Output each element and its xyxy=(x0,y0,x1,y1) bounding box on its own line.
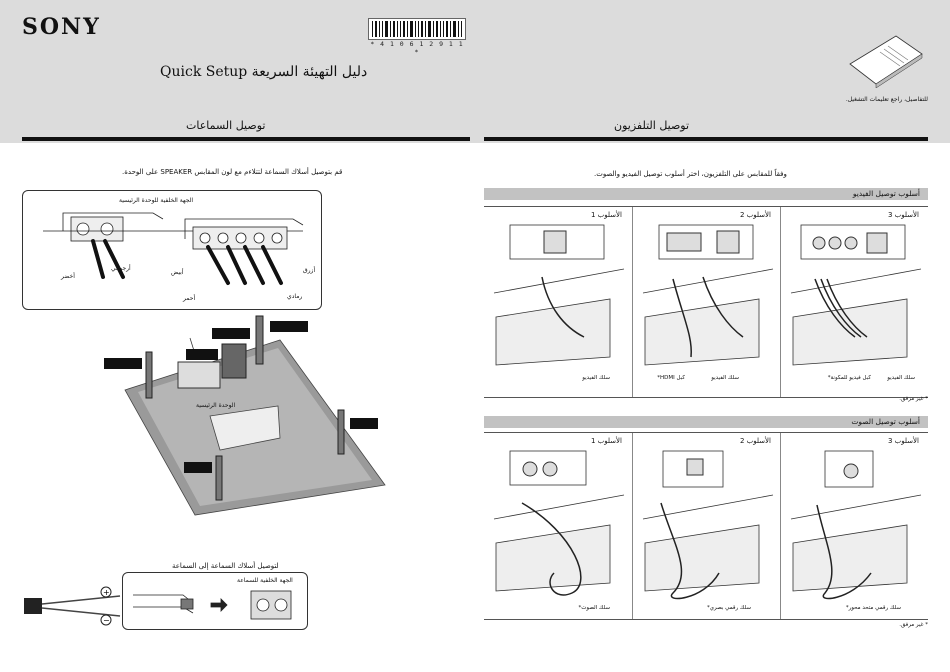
speaker-label-surround-left xyxy=(184,462,212,473)
audio-methods-row xyxy=(484,432,928,620)
audio-method-1-cable-1: سلك الصوت* xyxy=(578,605,610,611)
speaker-label-subwoofer xyxy=(212,328,250,339)
tv-section-title: توصيل التلفزيون xyxy=(614,119,690,132)
audio-method-3-cable-1: سلك رقمي متحد محور* xyxy=(845,605,901,611)
barcode-number: * 4 1 0 6 1 2 9 1 1 * xyxy=(370,40,464,56)
speakers-section-title: توصيل السماعات xyxy=(186,119,266,132)
audio-method-1 xyxy=(484,433,632,619)
tv-section-bar xyxy=(484,137,928,141)
main-unit-label: الوحدة الرئيسية xyxy=(196,402,236,409)
audio-footnote: * غير مرفق. xyxy=(899,622,928,628)
brand-logo: SONY xyxy=(22,14,101,40)
video-method-2-cable-2: كبل HDMI* xyxy=(657,375,685,381)
speaker-jack-callout xyxy=(22,190,322,310)
wire-connect-title: لتوصيل أسلاك السماعة إلى السماعة xyxy=(172,562,279,570)
speakers-section-bar xyxy=(22,137,470,141)
wire-plug-illustration xyxy=(20,584,124,630)
wire-connect-callout xyxy=(122,572,308,630)
wire-purple-label: أرجواني xyxy=(111,265,131,272)
speaker-label-front-left xyxy=(104,358,142,369)
room-layout-illustration xyxy=(100,310,390,520)
video-method-2-label: الأسلوب 2 xyxy=(739,211,771,219)
audio-method-1-diagram xyxy=(484,433,632,619)
svg-text:−: − xyxy=(103,616,110,625)
video-method-3-cable-1: سلك الفيديو xyxy=(887,375,915,381)
video-methods-row xyxy=(484,206,928,398)
speaker-label-front-right xyxy=(270,321,308,332)
speaker-label-surround-right xyxy=(350,418,378,429)
audio-method-3-label: الأسلوب 3 xyxy=(887,437,919,445)
audio-method-2 xyxy=(632,433,781,619)
speaker-rear-caption: الجهة الخلفية للسماعة xyxy=(237,577,293,584)
video-method-1-diagram xyxy=(484,207,632,397)
audio-method-1-label: الأسلوب 1 xyxy=(590,437,622,445)
wire-gray-label: رمادي xyxy=(287,293,303,300)
svg-text:+: + xyxy=(103,588,110,597)
tv-instruction: وفقاً للمقابس على التلفزيون، اختر أسلوب توصيل الفيديو والصوت. xyxy=(594,170,787,178)
speaker-label-center xyxy=(186,349,218,360)
audio-method-2-label: الأسلوب 2 xyxy=(739,437,771,445)
video-method-header: أسلوب توصيل الفيديو xyxy=(484,188,928,200)
barcode-bars xyxy=(369,19,465,39)
audio-method-header: أسلوب توصيل الصوت xyxy=(484,416,928,428)
video-method-2-diagram xyxy=(633,207,781,397)
video-method-3 xyxy=(780,207,929,397)
video-method-1 xyxy=(484,207,632,397)
video-method-2 xyxy=(632,207,781,397)
audio-method-2-cable-1: سلك رقمي بصري* xyxy=(707,605,751,611)
barcode xyxy=(368,18,466,40)
audio-method-3 xyxy=(780,433,929,619)
page-title: دليل التهيئة السريعة Quick Setup xyxy=(160,64,368,80)
wire-blue-label: أزرق xyxy=(303,267,316,274)
video-method-1-label: الأسلوب 1 xyxy=(590,211,622,219)
rear-panel-caption: الجهة الخلفية للوحدة الرئيسية xyxy=(119,197,194,204)
audio-method-3-diagram xyxy=(781,433,929,619)
video-method-1-cable-1: سلك الفيديو xyxy=(582,375,610,381)
header-band xyxy=(0,0,950,143)
manual-booklet-icon xyxy=(848,34,924,88)
speaker-jack-illustration xyxy=(23,191,321,309)
wire-red-label: أحمر xyxy=(183,295,196,302)
audio-method-2-diagram xyxy=(633,433,781,619)
speakers-instruction: قم بتوصيل أسلاك السماعة لتتلاءم مع لون المقابس SPEAKER على الوحدة. xyxy=(122,168,343,176)
video-method-3-diagram xyxy=(781,207,929,397)
wire-insert-illustration xyxy=(123,573,307,629)
wire-white-label: أبيض xyxy=(171,269,184,276)
video-footnote: * غير مرفق. xyxy=(899,396,928,402)
video-method-3-cable-2: كبل فيديو للمكونة* xyxy=(827,375,871,381)
video-method-3-label: الأسلوب 3 xyxy=(887,211,919,219)
reference-note: للتفاصيل، راجع تعليمات التشغيل. xyxy=(845,96,928,103)
video-method-2-cable-1: سلك الفيديو xyxy=(711,375,739,381)
wire-green-label: أخضر xyxy=(61,273,75,280)
